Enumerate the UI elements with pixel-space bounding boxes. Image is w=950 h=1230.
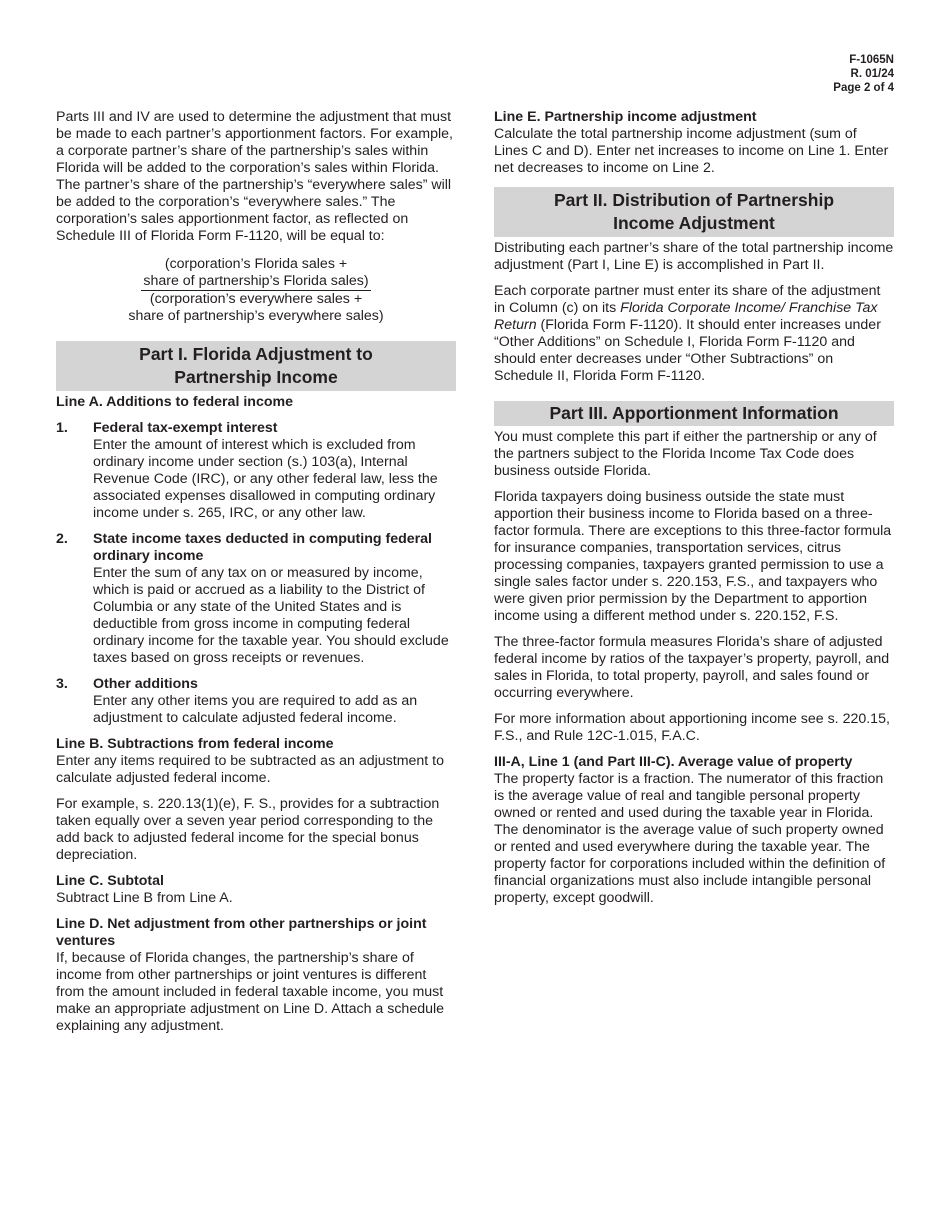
list-item — [56, 676, 456, 727]
item-number: 3. — [56, 676, 68, 692]
line-c-text: Subtract Line B from Line A. — [56, 890, 233, 906]
item-text: Enter the amount of interest which is excluded from ordinary income under section (s.) 103(a), Internal Revenue Code (IRC), or any other federal law, less the associated expenses disallowed in computing ordinary income under s. 265, IRC, or any other law. — [93, 437, 438, 521]
part-2-paragraph-2 — [494, 283, 894, 385]
line-a-heading: Line A. Additions to federal income — [56, 394, 294, 410]
part-2-paragraph-2-text-b: (Florida Form F-1120). It should enter increases under “Other Additions” on Schedule I, Florida Form F-1120 and should enter decreases under “Other Subtractions” on Schedule II, Florida Form F-1120. — [494, 317, 881, 384]
item-text: Enter the sum of any tax on or measured by income, which is paid or accrued as a liability to the District of Columbia or any state of the United States and is deductible from gross income in computing federal ordinary income for the taxable year. You should exclude taxes based on gross receipts or revenues. — [93, 565, 449, 666]
formula-numerator-line-2: share of partnership’s Florida sales) — [143, 273, 369, 289]
part-1-heading-line-1: Part I. Florida Adjustment to — [139, 344, 373, 364]
item-text: Enter any other items you are required to add as an adjustment to calculate adjusted federal income. — [93, 693, 418, 726]
form-revision: R. 01/24 — [850, 68, 894, 80]
line-e-section — [494, 109, 894, 177]
item-title: State income taxes deducted in computing federal ordinary income — [93, 531, 432, 564]
formula-denominator-line-1: (corporation’s everywhere sales + — [149, 291, 363, 307]
formula-denominator — [56, 291, 456, 325]
part-2-paragraph-2-text-a: Each corporate partner must enter its share of the adjustment in Column (c) on its — [494, 283, 881, 316]
part-3-paragraph-1: You must complete this part if either the partnership or any of the partners subject to the Florida Income Tax Code does business outside Florida. — [494, 429, 877, 479]
line-b-section — [56, 736, 456, 787]
line-d-text: If, because of Florida changes, the partnership’s share of income from other partnerships or joint ventures is different from the amount included in federal taxable income, you must make an appropriate adjustment on Line D. Attach a schedule explaining any adjustment. — [56, 950, 445, 1034]
line-c-section — [56, 873, 456, 907]
part-2-heading — [494, 187, 894, 237]
part-2-paragraph-1: Distributing each partner’s share of the total partnership income adjustment (Part I, Line E) is accomplished in Part II. — [494, 240, 894, 273]
page-number: Page 2 of 4 — [833, 82, 894, 94]
line-e-text: Calculate the total partnership income adjustment (sum of Lines C and D). Enter net increases to income on Line 1. Enter net decreases to income on Line 2. — [494, 126, 889, 176]
sales-factor-formula — [56, 256, 456, 325]
form-header — [833, 53, 894, 95]
part-3-paragraph-3: The three-factor formula measures Florida’s share of adjusted federal income by ratios of the taxpayer’s property, payroll, and sales in Florida, to total property, payroll, and sales found or occurring everywhere. — [494, 634, 890, 701]
intro-paragraph: Parts III and IV are used to determine the adjustment that must be made to each partner’s apportionment factors. For example, a corporate partner’s share of the partnership’s sales within Florida will be added to the corporation’s sales within Florida. The partner’s share of the partnership’s “everywhere sales” will be added to the corporation’s “everywhere sales.” The corporation’s sales apportionment factor, as reflected on Schedule III of Florida Form F-1120, will be equal to: — [56, 109, 453, 244]
part-2-heading-line-2: Income Adjustment — [613, 213, 775, 233]
line-b-example: For example, s. 220.13(1)(e), F. S., provides for a subtraction taken equally over a seven year period corresponding to the add back to adjusted federal income for the special bonus depreciation. — [56, 796, 440, 863]
line-1-text: The property factor is a fraction. The numerator of this fraction is the average value of real and tangible personal property owned or rented and used during the taxable year in Florida. The denominator is the average value of such property owned or rented and used everywhere during the taxable year. The property factor for corporations included within the definition of financial organizations must also include intangible personal property, except goodwill. — [494, 771, 886, 906]
line-e-heading: Line E. Partnership income adjustment — [494, 109, 757, 125]
item-number: 1. — [56, 420, 68, 436]
formula-numerator-line-1: (corporation’s Florida sales + — [164, 256, 348, 272]
part-3-paragraph-2: Florida taxpayers doing business outside the state must apportion their business income to Florida based on a three-factor formula. There are exceptions to this three-factor formula for insurance companies, transportation services, citrus processing companies, taxpayers granted permission to use a single sales factor under s. 220.153, F.S., and taxpayers who were given prior permission by the Department to apportion income using a different method under s. 220.152, F.S. — [494, 489, 892, 624]
part-2-heading-line-1: Part II. Distribution of Partnership — [553, 190, 835, 210]
formula-denominator-line-2: share of partnership’s everywhere sales) — [128, 308, 384, 324]
part-3-paragraph-4: For more information about apportioning income see s. 220.15, F.S., and Rule 12C-1.015, F.A.C. — [494, 711, 890, 744]
right-column — [494, 109, 894, 916]
item-title: Federal tax-exempt interest — [93, 420, 278, 436]
list-item — [56, 531, 456, 667]
line-b-text: Enter any items required to be subtracted as an adjustment to calculate adjusted federal income. — [56, 753, 445, 786]
form-title-italic: Florida Corporate Income/ Franchise Tax Return — [494, 300, 878, 333]
form-number: F-1065N — [849, 54, 894, 66]
line-d-heading: Line D. Net adjustment from other partnerships or joint ventures — [56, 916, 427, 949]
part-1-heading — [56, 341, 456, 391]
formula-numerator — [141, 256, 370, 291]
line-b-heading: Line B. Subtractions from federal income — [56, 736, 334, 752]
left-column — [56, 109, 456, 1044]
line-d-section — [56, 916, 456, 1035]
item-number: 2. — [56, 531, 68, 547]
part-3-heading: Part III. Apportionment Information — [494, 401, 894, 426]
line-c-heading: Line C. Subtotal — [56, 873, 164, 889]
item-title: Other additions — [93, 676, 198, 692]
list-item — [56, 420, 456, 522]
line-1-section — [494, 754, 894, 907]
line-1-heading: III-A, Line 1 (and Part III-C). Average value of property — [494, 754, 853, 770]
part-1-heading-line-2: Partnership Income — [174, 367, 338, 387]
